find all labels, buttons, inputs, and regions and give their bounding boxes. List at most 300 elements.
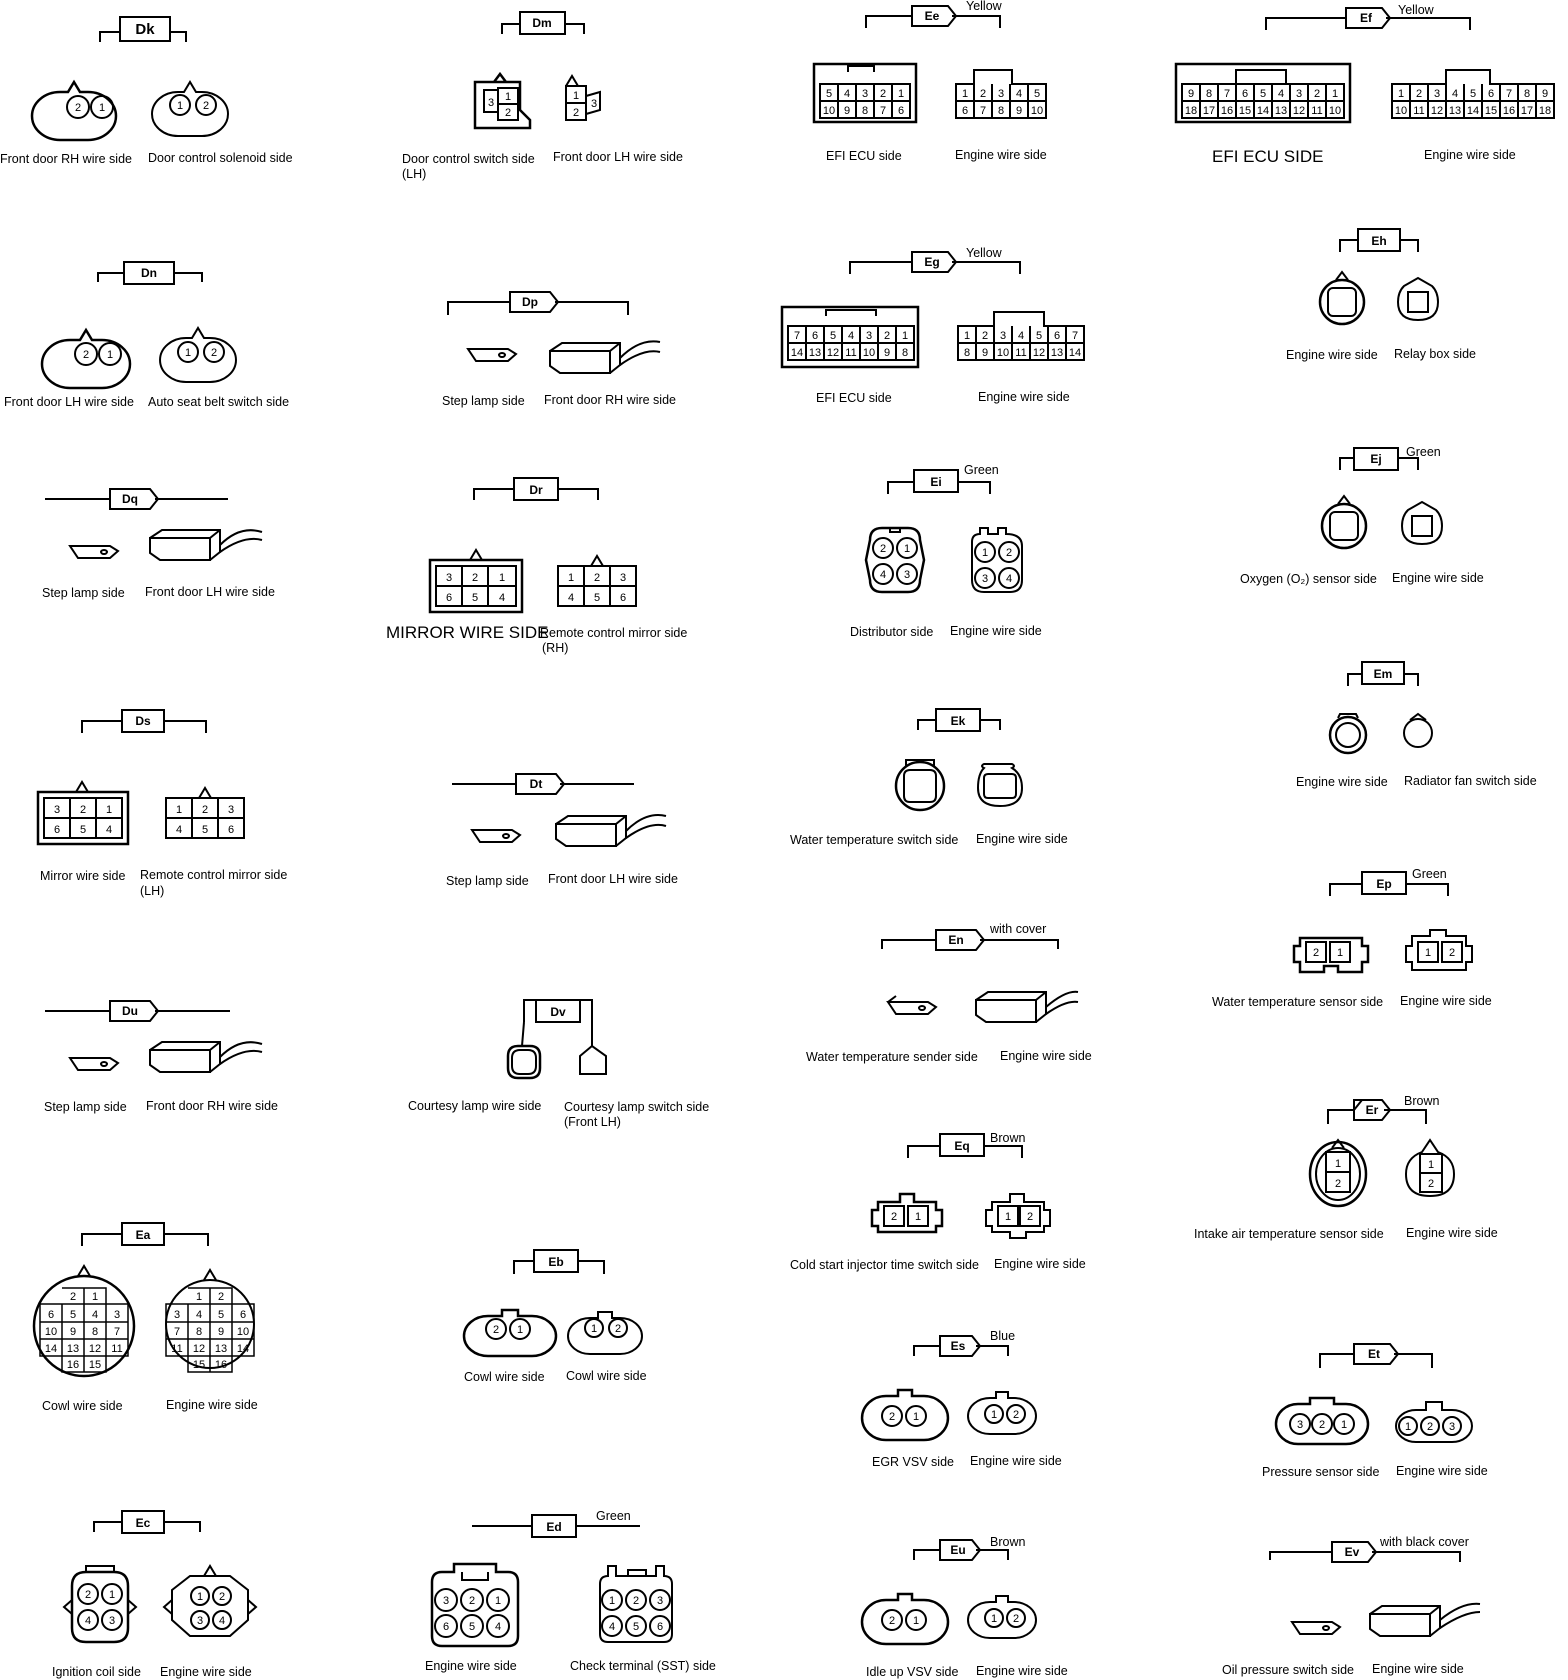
connector-Dm [402,12,683,181]
svg-text:1: 1 [1340,1419,1348,1431]
connector-Dk [0,17,293,166]
svg-text:1: 1 [494,1595,502,1607]
label-ed-1: Engine wire side [425,1659,517,1673]
label-dv-1: Courtesy lamp wire side [408,1099,542,1113]
svg-text:15: 15 [88,1359,102,1371]
svg-text:2: 2 [1426,1421,1434,1433]
code-Et: Et [1368,1347,1380,1361]
svg-text:2: 2 [1005,547,1013,559]
svg-text:10: 10 [1030,105,1044,117]
svg-text:12: 12 [88,1343,102,1355]
connector-face-male [152,82,228,136]
svg-text:2: 2 [888,1615,896,1627]
connector-Ec [52,1511,256,1679]
svg-text:1: 1 [897,88,905,100]
label-ek-1: Water temperature switch side [790,833,959,847]
label-dn-1: Front door LH wire side [4,395,134,409]
svg-text:4: 4 [1017,330,1025,342]
svg-text:3: 3 [445,572,453,584]
svg-text:2: 2 [890,1211,898,1223]
code-Eu: Eu [950,1543,966,1557]
color-Ev: with black cover [1380,1535,1469,1549]
svg-text:3: 3 [113,1309,121,1321]
svg-text:6: 6 [445,592,453,604]
code-Dt: Dt [529,777,543,791]
label-dm-3: Front door LH wire side [553,150,683,164]
label-eu-2: Engine wire side [976,1664,1068,1678]
label-dn-2: Auto seat belt switch side [148,395,290,409]
svg-text:5: 5 [825,88,833,100]
connector-face-female [32,82,116,140]
svg-text:7: 7 [1505,88,1513,100]
connector-Eh [1286,229,1476,362]
svg-text:11: 11 [845,347,857,359]
svg-text:3: 3 [865,330,873,342]
svg-text:2: 2 [632,1595,640,1607]
label-es-2: Engine wire side [970,1454,1062,1468]
code-Er: Er [1365,1103,1379,1117]
code-Eg: Eg [924,255,940,269]
svg-text:1: 1 [1004,1211,1012,1223]
svg-text:10: 10 [822,105,836,117]
svg-text:2: 2 [888,1411,896,1423]
connector-Du [44,1001,278,1114]
label-dt-1: Step lamp side [446,874,529,888]
svg-text:5: 5 [632,1621,640,1633]
svg-text:1: 1 [1336,947,1344,959]
label-eu-1: Idle up VSV side [866,1665,959,1679]
svg-text:1: 1 [175,804,183,816]
svg-text:1: 1 [498,572,506,584]
svg-text:2: 2 [1012,1409,1020,1421]
svg-text:3: 3 [1295,88,1303,100]
svg-text:2: 2 [201,804,209,816]
label-ec-2: Engine wire side [160,1665,252,1679]
color-Eu: Brown [990,1535,1026,1549]
label-ed-2: Check terminal (SST) side [570,1659,716,1673]
code-Ec: Ec [135,1516,151,1530]
svg-text:2: 2 [1427,1178,1435,1190]
svg-text:14: 14 [790,347,804,359]
label-ds-1: Mirror wire side [40,869,126,883]
label-em-2: Radiator fan switch side [1404,774,1537,788]
svg-text:6: 6 [1241,88,1249,100]
label-eh-2: Relay box side [1394,347,1476,361]
svg-text:4: 4 [847,330,855,342]
connector-Eu [862,1535,1068,1679]
svg-text:4: 4 [843,88,851,100]
label-em-1: Engine wire side [1296,775,1388,789]
svg-text:4: 4 [195,1309,203,1321]
svg-text:12: 12 [1430,105,1444,117]
svg-text:3: 3 [108,1615,116,1627]
svg-text:5: 5 [1033,88,1041,100]
svg-text:7: 7 [113,1326,121,1338]
svg-text:10: 10 [236,1326,250,1338]
svg-text:6: 6 [619,592,627,604]
svg-text:2: 2 [1318,1419,1326,1431]
svg-text:4: 4 [608,1621,616,1633]
connector-Dp [442,292,676,408]
svg-text:1: 1 [1424,947,1432,959]
svg-text:4: 4 [498,592,506,604]
connector-Dt [446,774,678,888]
svg-text:5: 5 [79,824,87,836]
label-ea-2: Engine wire side [166,1398,258,1412]
svg-text:3: 3 [173,1309,181,1321]
code-Ed: Ed [546,1520,562,1534]
svg-text:2: 2 [218,1591,226,1603]
svg-text:1: 1 [1397,88,1405,100]
code-Dm: Dm [532,16,552,30]
svg-text:8: 8 [997,105,1005,117]
svg-text:1: 1 [981,547,989,559]
svg-text:4: 4 [218,1615,226,1627]
svg-text:1: 1 [105,804,113,816]
svg-text:2: 2 [504,107,512,119]
svg-text:4: 4 [1015,88,1023,100]
svg-text:3: 3 [619,572,627,584]
svg-text:3: 3 [861,88,869,100]
svg-text:4: 4 [1277,88,1285,100]
svg-text:2: 2 [1334,1178,1342,1190]
svg-text:5: 5 [1035,330,1043,342]
svg-text:2: 2 [492,1324,500,1336]
svg-text:2: 2 [1026,1211,1034,1223]
label-ej-1: Oxygen (O₂) sensor side [1240,572,1377,586]
svg-text:6: 6 [239,1309,247,1321]
svg-text:2: 2 [593,572,601,584]
connector-Dr [386,478,687,655]
svg-text:2: 2 [572,107,580,119]
svg-text:17: 17 [1520,105,1534,117]
color-Ej: Green [1406,445,1441,459]
svg-text:15: 15 [1484,105,1498,117]
label-du-1: Step lamp side [44,1100,127,1114]
svg-text:4: 4 [567,592,575,604]
connector-Er [1194,1094,1498,1241]
svg-text:18: 18 [1184,105,1198,117]
svg-text:2: 2 [879,543,887,555]
svg-text:17: 17 [1202,105,1216,117]
svg-text:4: 4 [494,1621,502,1633]
svg-text:2: 2 [82,349,90,361]
svg-text:11: 11 [111,1343,123,1355]
svg-text:3: 3 [487,97,495,109]
label-dk-1: Front door RH wire side [0,152,132,166]
svg-text:16: 16 [214,1359,228,1371]
svg-text:3: 3 [1296,1419,1304,1431]
code-Dq: Dq [122,492,138,506]
label-ef-2: Engine wire side [1424,148,1516,162]
svg-text:6: 6 [227,824,235,836]
svg-text:8: 8 [195,1326,203,1338]
color-Eq: Brown [990,1131,1026,1145]
svg-text:16: 16 [1502,105,1516,117]
svg-text:3: 3 [981,573,989,585]
svg-text:5: 5 [593,592,601,604]
label-dq-1: Step lamp side [42,586,125,600]
svg-text:13: 13 [214,1343,228,1355]
label-ee-1: EFI ECU side [826,149,902,163]
svg-text:3: 3 [999,330,1007,342]
svg-text:16: 16 [1220,105,1234,117]
svg-text:9: 9 [1015,105,1023,117]
svg-text:16: 16 [66,1359,80,1371]
color-En: with cover [990,922,1047,936]
svg-text:6: 6 [47,1309,55,1321]
connector-En [806,922,1092,1064]
svg-text:2: 2 [74,102,82,114]
svg-text:6: 6 [1487,88,1495,100]
svg-text:1: 1 [195,1291,203,1303]
svg-text:4: 4 [1005,573,1013,585]
svg-text:13: 13 [1050,347,1064,359]
color-Eg: Yellow [966,246,1002,260]
connector-Em [1296,662,1537,789]
round-connector-cowl [34,1266,134,1376]
svg-text:15: 15 [1238,105,1252,117]
svg-text:2: 2 [210,347,218,359]
svg-text:4: 4 [105,824,113,836]
code-Ej: Ej [1370,452,1382,466]
svg-text:1: 1 [98,102,106,114]
label-dp-2: Front door RH wire side [544,393,676,407]
svg-text:1: 1 [990,1409,998,1421]
svg-text:14: 14 [1466,105,1480,117]
svg-text:10: 10 [44,1326,58,1338]
svg-text:1: 1 [1331,88,1339,100]
label-ei-2: Engine wire side [950,624,1042,638]
code-Du: Du [122,1004,138,1018]
svg-text:13: 13 [1274,105,1288,117]
svg-text:9: 9 [69,1326,77,1338]
svg-text:12: 12 [826,347,840,359]
code-Ee: Ee [924,9,940,23]
label-eb-2: Cowl wire side [566,1369,647,1383]
svg-text:4: 4 [879,569,887,581]
code-Es: Es [950,1339,966,1353]
svg-text:5: 5 [69,1309,77,1321]
svg-text:3: 3 [997,88,1005,100]
svg-text:5: 5 [1469,88,1477,100]
label-en-2: Engine wire side [1000,1049,1092,1063]
svg-text:7: 7 [173,1326,181,1338]
connector-Dq [42,489,275,600]
svg-text:1: 1 [184,347,192,359]
svg-text:6: 6 [53,824,61,836]
svg-text:11: 11 [1311,105,1323,117]
connector-Ds [38,710,287,898]
svg-text:10: 10 [996,347,1010,359]
svg-text:13: 13 [808,347,822,359]
connector-Dn [4,262,289,409]
svg-text:3: 3 [53,804,61,816]
svg-text:1: 1 [572,90,580,102]
label-eh-1: Engine wire side [1286,348,1378,362]
svg-text:6: 6 [442,1621,450,1633]
label-dm-1: Door control switch side [402,152,535,166]
round-connector-engine [166,1270,254,1372]
svg-text:1: 1 [1427,1159,1435,1171]
label-ef-1: EFI ECU SIDE [1212,147,1324,166]
svg-text:2: 2 [468,1595,476,1607]
code-Dk: Dk [135,21,155,38]
svg-text:8: 8 [963,347,971,359]
connector-Ei [850,463,1042,639]
svg-text:1: 1 [912,1411,920,1423]
svg-text:1: 1 [963,330,971,342]
svg-text:2: 2 [471,572,479,584]
svg-text:15: 15 [192,1359,206,1371]
code-Dn: Dn [141,266,157,280]
svg-text:12: 12 [1292,105,1306,117]
svg-text:18: 18 [1538,105,1552,117]
connector-Dv [408,1000,709,1129]
label-dr-2: Remote control mirror side [540,626,688,640]
svg-text:1: 1 [903,543,911,555]
label-ee-2: Engine wire side [955,148,1047,162]
svg-text:12: 12 [1032,347,1046,359]
svg-text:1: 1 [990,1613,998,1625]
svg-text:2: 2 [1313,88,1321,100]
svg-text:8: 8 [91,1326,99,1338]
label-ec-1: Ignition coil side [52,1665,141,1679]
label-dv-3: (Front LH) [564,1115,621,1129]
connector-Es [862,1329,1062,1469]
svg-text:2: 2 [1415,88,1423,100]
svg-text:8: 8 [1205,88,1213,100]
label-dk-2: Door control solenoid side [148,151,293,165]
svg-text:11: 11 [1413,105,1425,117]
svg-text:1: 1 [176,100,184,112]
svg-text:14: 14 [44,1343,58,1355]
svg-text:12: 12 [192,1343,206,1355]
svg-text:3: 3 [1433,88,1441,100]
svg-text:2: 2 [879,88,887,100]
code-En: En [948,933,964,947]
svg-text:7: 7 [1223,88,1231,100]
connector-Ee [814,0,1047,163]
color-Ee: Yellow [966,0,1002,13]
label-ep-2: Engine wire side [1400,994,1492,1008]
svg-text:3: 3 [442,1595,450,1607]
connector-Ed [425,1509,716,1673]
svg-text:1: 1 [1404,1421,1412,1433]
svg-text:1: 1 [108,1589,116,1601]
label-dm-2: (LH) [402,167,427,181]
svg-text:1: 1 [901,330,909,342]
label-du-2: Front door RH wire side [146,1099,278,1113]
label-eq-1: Cold start injector time switch side [790,1258,979,1272]
label-en-1: Water temperature sender side [806,1050,978,1064]
svg-text:7: 7 [979,105,987,117]
label-ep-1: Water temperature sensor side [1212,995,1384,1009]
code-Ek: Ek [950,714,966,728]
label-eb-1: Cowl wire side [464,1370,545,1384]
svg-text:6: 6 [961,105,969,117]
svg-text:7: 7 [1071,330,1079,342]
svg-text:2: 2 [1012,1613,1020,1625]
label-et-2: Engine wire side [1396,1464,1488,1478]
label-es-1: EGR VSV side [872,1455,954,1469]
connector-Ea [34,1223,258,1413]
label-dv-2: Courtesy lamp switch side [564,1100,710,1114]
code-Ep: Ep [1376,877,1392,891]
code-Em: Em [1373,667,1393,681]
code-Eq: Eq [954,1139,970,1153]
svg-text:10: 10 [1394,105,1408,117]
label-er-2: Engine wire side [1406,1226,1498,1240]
code-Dr: Dr [529,483,543,497]
label-eg-2: Engine wire side [978,390,1070,404]
svg-text:4: 4 [84,1615,92,1627]
label-dp-1: Step lamp side [442,394,525,408]
svg-text:2: 2 [217,1291,225,1303]
svg-text:2: 2 [202,100,210,112]
svg-text:2: 2 [883,330,891,342]
svg-text:4: 4 [1451,88,1459,100]
svg-text:10: 10 [1328,105,1342,117]
svg-text:6: 6 [1053,330,1061,342]
svg-text:2: 2 [979,88,987,100]
svg-text:14: 14 [1256,105,1270,117]
svg-text:9: 9 [1541,88,1549,100]
svg-text:2: 2 [1312,947,1320,959]
svg-text:5: 5 [1259,88,1267,100]
code-Eb: Eb [548,1255,564,1269]
code-Ds: Ds [135,714,151,728]
svg-text:1: 1 [1334,1158,1342,1170]
svg-text:11: 11 [1015,347,1027,359]
connector-Ej [1240,445,1484,586]
svg-text:5: 5 [471,592,479,604]
svg-text:13: 13 [66,1343,80,1355]
code-Ev: Ev [1344,1545,1360,1559]
label-et-1: Pressure sensor side [1262,1465,1380,1479]
svg-text:3: 3 [590,98,598,110]
label-dr-3: (RH) [542,641,569,655]
svg-text:5: 5 [201,824,209,836]
label-dq-2: Front door LH wire side [145,585,275,599]
label-ev-1: Oil pressure switch side [1222,1663,1354,1677]
code-Dv: Dv [550,1005,566,1019]
connector-Ef [1176,3,1554,166]
svg-text:10: 10 [862,347,876,359]
svg-text:3: 3 [903,569,911,581]
svg-text:1: 1 [516,1324,524,1336]
connector-Eg [782,246,1084,405]
label-ej-2: Engine wire side [1392,571,1484,585]
connector-Et [1262,1344,1488,1479]
svg-text:9: 9 [883,347,891,359]
label-ei-1: Distributor side [850,625,934,639]
connector-Eq [790,1131,1086,1272]
svg-text:6: 6 [811,330,819,342]
svg-text:5: 5 [217,1309,225,1321]
label-er-1: Intake air temperature sensor side [1194,1227,1384,1241]
svg-text:7: 7 [793,330,801,342]
svg-text:1: 1 [608,1595,616,1607]
label-ea-1: Cowl wire side [42,1399,123,1413]
svg-text:9: 9 [1187,88,1195,100]
label-ek-2: Engine wire side [976,832,1068,846]
color-Ep: Green [1412,867,1447,881]
connector-Ek [790,709,1068,847]
svg-text:1: 1 [961,88,969,100]
svg-text:8: 8 [901,347,909,359]
color-Er: Brown [1404,1094,1440,1108]
